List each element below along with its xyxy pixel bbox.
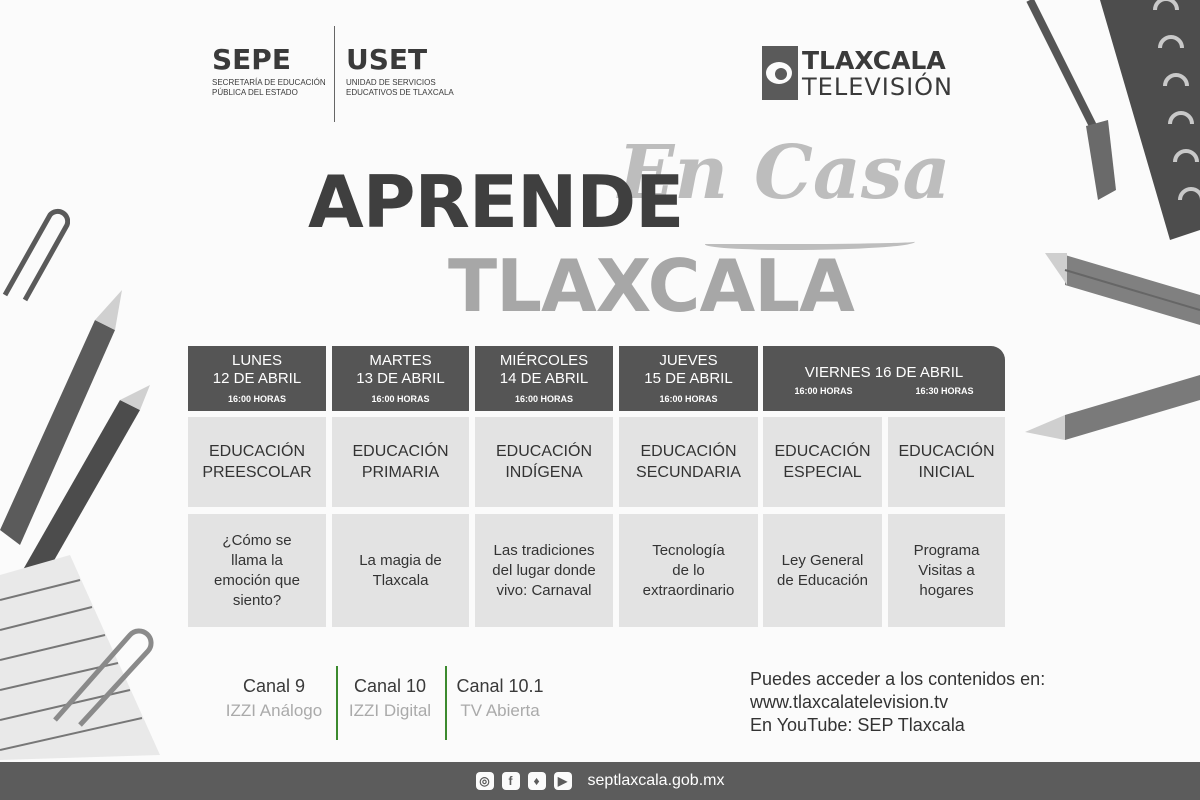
access-info — [750, 668, 1045, 737]
eye-icon — [762, 46, 798, 100]
day-time: 16:00 HORAS — [514, 394, 574, 404]
topic-cell: Tecnología de lo extraordinario — [619, 514, 758, 627]
day-header-thursday — [619, 346, 758, 411]
channel-9 — [214, 676, 334, 721]
channel-10 — [340, 676, 440, 721]
topic-cell: Ley General de Educación — [763, 514, 882, 627]
level-cell: EDUCACIÓN ESPECIAL — [763, 417, 882, 507]
topic-cell: La magia de Tlaxcala — [332, 514, 469, 627]
day-date: 13 DE ABRIL — [356, 370, 445, 387]
uset-logo — [346, 43, 454, 98]
tlaxcala-television-logo — [762, 46, 953, 100]
title-tlaxcala: TLAXCALA — [448, 244, 854, 328]
channel-divider — [445, 666, 447, 740]
paperclip-bottom-illustration — [45, 620, 155, 730]
channel-provider: IZZI Análogo — [225, 701, 323, 720]
level-cell: EDUCACIÓN INDÍGENA — [475, 417, 613, 507]
title-aprende: APRENDE — [308, 160, 684, 244]
level-cell: EDUCACIÓN SECUNDARIA — [619, 417, 758, 507]
footer-website-link[interactable]: septlaxcala.gob.mx — [587, 772, 725, 789]
access-website-link[interactable]: www.tlaxcalatelevision.tv — [750, 692, 949, 712]
day-date: 14 DE ABRIL — [499, 370, 589, 387]
day-name: MARTES — [369, 352, 432, 369]
day-name: JUEVES — [659, 352, 718, 369]
sepe-line2: PÚBLICA DEL ESTADO — [212, 88, 298, 97]
day-time: 16:00 HORAS — [659, 394, 718, 404]
footer-bar — [0, 762, 1200, 800]
day-header-friday — [763, 346, 1005, 411]
channel-name: Canal 9 — [242, 676, 306, 696]
topic-cell: Las tradiciones del lugar donde vivo: Carnaval — [475, 514, 613, 627]
paintbrush-illustration — [1020, 0, 1120, 210]
channel-10-1 — [450, 676, 550, 721]
logo-divider — [334, 26, 335, 122]
day-time: 16:00 HORAS — [794, 386, 853, 396]
day-date: 12 DE ABRIL — [212, 370, 302, 387]
day-name: VIERNES 16 DE ABRIL — [804, 364, 964, 381]
channel-provider: IZZI Digital — [348, 701, 432, 720]
topic-cell: Programa Visitas a hogares — [888, 514, 1005, 627]
youtube-icon[interactable]: ▶ — [554, 772, 572, 790]
uset-line1: UNIDAD DE SERVICIOS — [346, 78, 436, 87]
pencil-right-lower-illustration — [1025, 370, 1200, 450]
channel-provider: TV Abierta — [460, 701, 540, 720]
level-cell: EDUCACIÓN PRIMARIA — [332, 417, 469, 507]
twitter-icon[interactable]: ♦ — [528, 772, 546, 790]
channel-name: Canal 10 — [353, 676, 427, 696]
tlaxcala-tv-line2: TELEVISIÓN — [802, 72, 954, 101]
instagram-icon[interactable]: ◎ — [476, 772, 494, 790]
access-line: Puedes acceder a los contenidos en: — [750, 669, 1046, 689]
day-name: LUNES — [231, 352, 283, 369]
day-date: 15 DE ABRIL — [644, 370, 733, 387]
day-header-wednesday — [475, 346, 613, 411]
level-cell: EDUCACIÓN INICIAL — [888, 417, 1005, 507]
day-header-tuesday — [332, 346, 469, 411]
uset-line2: EDUCATIVOS DE TLAXCALA — [346, 88, 454, 97]
sepe-line1: SECRETARÍA DE EDUCACIÓN — [212, 78, 326, 87]
level-cell: EDUCACIÓN PREESCOLAR — [188, 417, 326, 507]
tlaxcala-tv-line1: TLAXCALA — [802, 45, 946, 75]
pencil-right-upper-illustration — [1045, 245, 1200, 335]
facebook-icon[interactable]: f — [502, 772, 520, 790]
uset-name: USET — [346, 43, 428, 76]
access-youtube: En YouTube: SEP Tlaxcala — [750, 715, 965, 735]
day-time: 16:00 HORAS — [371, 394, 430, 404]
channel-name: Canal 10.1 — [456, 676, 544, 696]
day-header-monday — [188, 346, 326, 411]
day-time: 16:00 HORAS — [227, 394, 287, 404]
title-en-casa: En Casa — [618, 130, 951, 216]
day-name: MIÉRCOLES — [499, 352, 589, 369]
day-time: 16:30 HORAS — [915, 386, 974, 396]
paperclip-top-illustration — [0, 195, 70, 305]
sepe-logo — [212, 43, 326, 98]
channel-divider — [336, 666, 338, 740]
topic-cell: ¿Cómo se llama la emoción que siento? — [188, 514, 326, 627]
sepe-name: SEPE — [212, 43, 291, 76]
